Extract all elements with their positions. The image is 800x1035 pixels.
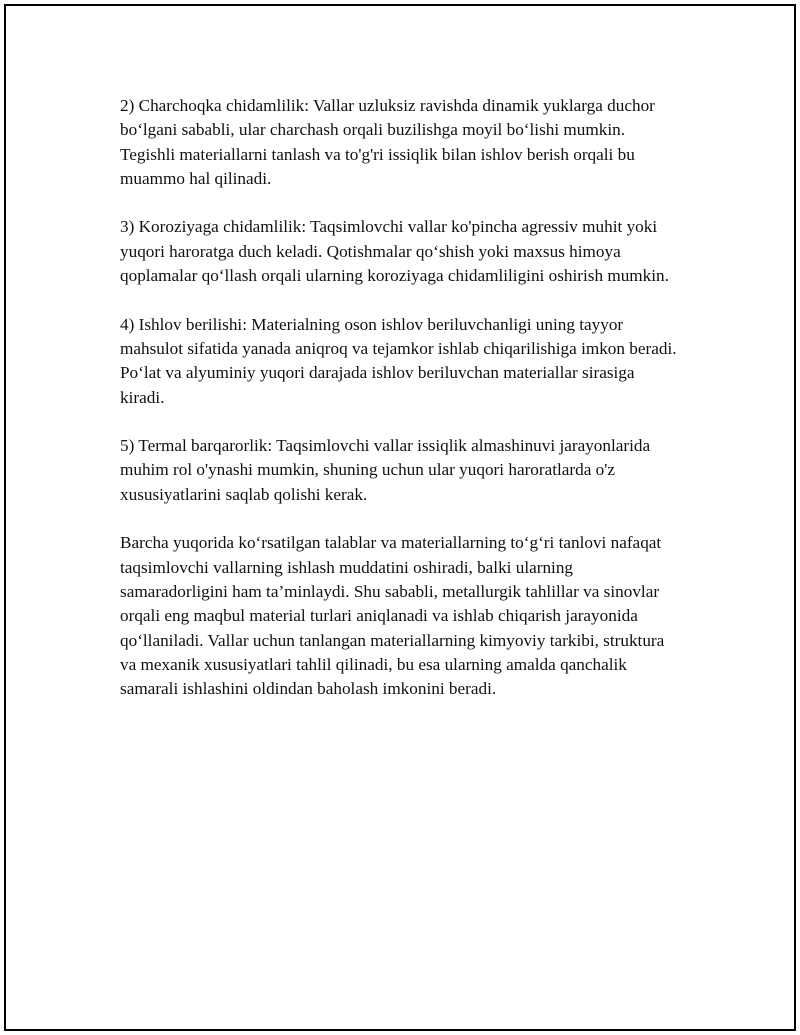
paragraph-corrosion-resistance: 3) Koroziyaga chidamlilik: Taqsimlovchi vallar ko'pincha agressiv muhit yoki yuqori haroratga duch keladi. Qotishmalar qo‘shish yoki maxsus himoya qoplamalar qo‘llash orqali ularning koroziyaga chidamliligini oshirish mumkin. <box>120 217 669 286</box>
document-page <box>4 4 796 1031</box>
paragraph-thermal-stability: 5) Termal barqarorlik: Taqsimlovchi vallar issiqlik almashinuvi jarayonlarida muhim rol o'ynashi mumkin, shuning uchun ular yuqori haroratlarda o'z xususiyatlarini saqlab qolishi kerak. <box>120 436 651 504</box>
paragraph-fatigue-resistance: 2) Charchoqka chidamlilik: Vallar uzluksiz ravishda dinamik yuklarga duchor bo‘lgani sababli, ular charchash orqali buzilishga moyil bo‘lishi mumkin. Tegishli materiallarni tanlash va to'g'ri issiqlik bilan ishlov berish orqali bu muammo hal qilinadi. <box>120 96 655 188</box>
paragraph-machinability: 4) Ishlov berilishi: Materialning oson ishlov beriluvchanligi uning tayyor mahsulot sifatida yanada aniqroq va tejamkor ishlab chiqarilishiga imkon beradi. Po‘lat va alyuminiy yuqori darajada ishlov beriluvchan materiallar sirasiga kiradi. <box>120 314 677 407</box>
document-body <box>120 94 680 726</box>
paragraph-conclusion: Barcha yuqorida ko‘rsatilgan talablar va materiallarning to‘g‘ri tanlovi nafaqat taqsimlovchi vallarning ishlash muddatini oshiradi, balki ularning samaradorligini ham ta’minlaydi. Shu sababli, metallurgik tahlillar va sinovlar orqali eng maqbul material turlari aniqlanadi va ishlab chiqarish jarayonida qo‘llaniladi. Vallar uchun tanlangan materiallarning kimyoviy tarkibi, struktura va mexanik xususiyatlari tahlil qilinadi, bu esa ularning amalda qanchalik samarali ishlashini oldindan baholash imkonini beradi. <box>120 533 665 699</box>
